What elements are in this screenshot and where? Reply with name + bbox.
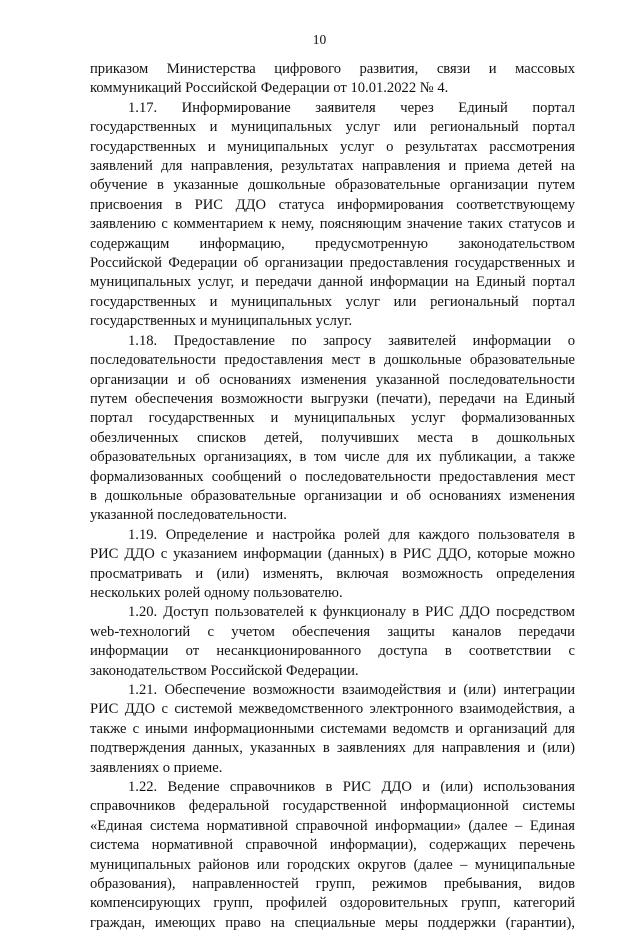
text-line: 1.21. Обеспечение возможности взаимодействия и (или) интеграции (128, 682, 575, 698)
text-line: компенсирующих групп, профилей оздоровительных групп, категорий (90, 895, 575, 912)
text-line: путем обеспечения возможности выгрузки (печати), передачи на Единый (90, 390, 575, 407)
text-line: государственных и муниципальных услуг. (90, 313, 353, 330)
text-line: 1.20. Доступ пользователей к функционалу в РИС ДДО посредством (128, 604, 575, 621)
text-line: РИС ДДО с указанием информации (данных) в РИС ДДО, которые можно (90, 546, 575, 563)
text-line: коммуникаций Российской Федерации от 10.01.2022 № 4. (90, 80, 449, 97)
text-line: система нормативной справочной информации), содержащих перечень (90, 837, 575, 854)
text-line: заявлению с комментарием к нему, поясняющим значение таких статусов и (90, 216, 575, 233)
text-line: просматривать и (или) изменять, включая возможность определения (90, 565, 575, 582)
text-line: муниципальных районов или городских округов (далее – муниципальные (90, 856, 575, 873)
paragraph-1-19 (90, 526, 575, 604)
text-line: государственных и муниципальных услуг или региональный портал (90, 119, 575, 136)
text-line: подтверждения данных, указанных в заявлениях для направления и (или) (90, 740, 575, 757)
text-line: муниципальных услуг, и передачи данной информации на Единый портал (90, 274, 575, 291)
paragraph-1-18 (90, 332, 575, 526)
text-line: 1.22. Ведение справочников в РИС ДДО и (или) использования (128, 779, 575, 796)
document-body (90, 60, 575, 933)
text-line: в дошкольные образовательные организации и об основаниях изменения (90, 487, 575, 504)
text-line: содержащим информацию, предусмотренную законодательством (90, 235, 575, 252)
text-line: РИС ДДО с системой межведомственного электронного взаимодействия, а (90, 701, 575, 718)
text-line: 1.19. Определение и настройка ролей для каждого пользователя в (128, 526, 575, 543)
text-line: образовательных организациях, в том числе для их публикации, а также (90, 449, 575, 466)
paragraph-1-17 (90, 99, 575, 332)
text-line: «Единая система нормативной справочной информации» (далее – Единая (90, 817, 575, 834)
text-line: заявлениях о приеме. (90, 759, 223, 776)
text-line: организации и об основаниях изменения указанной последовательности (90, 371, 575, 388)
text-line: обучение в указанные дошкольные образовательные организации путем (90, 177, 575, 194)
text-line: информации от несанкционированного доступа в соответствии с (90, 643, 575, 660)
paragraph-1-20 (90, 603, 575, 681)
text-line: Российской Федерации об организации предоставления государственных и (90, 255, 575, 272)
page-number: 10 (312, 32, 327, 47)
text-line: заявлений для направления, результатах направления и приема детей на (90, 158, 575, 175)
text-line: указанной последовательности. (90, 507, 287, 524)
text-line: нескольких ролей одному пользователю. (90, 584, 343, 601)
text-line: справочников федеральной государственной информационной системы (90, 798, 575, 815)
text-line: присвоения в РИС ДДО статуса информирования соответствующему (90, 196, 575, 213)
text-line: портал государственных и муниципальных услуг формализованных (90, 410, 575, 427)
text-line: государственных и муниципальных услуг о результатах рассмотрения (90, 138, 575, 155)
text-line: web-технологий с учетом обеспечения защиты каналов передачи (90, 623, 575, 640)
text-line: приказом Министерства цифрового развития, связи и массовых (90, 61, 575, 77)
text-line: государственных и муниципальных услуг или региональный портал (90, 293, 575, 310)
text-line: образования), направленностей групп, режимов пребывания, видов (90, 876, 575, 893)
text-line: 1.18. Предоставление по запросу заявителей информации о (128, 332, 575, 349)
text-line: 1.17. Информирование заявителя через Единый портал (128, 99, 575, 116)
paragraph-1-21 (90, 681, 575, 778)
text-line: формализованных сообщений о последовательности предоставления мест (90, 468, 575, 485)
paragraph-1-22 (90, 778, 575, 933)
text-line: также с иными информационными системами ведомств и организаций для (90, 720, 575, 737)
paragraph-continuation (90, 60, 575, 99)
text-line: законодательством Российской Федерации. (90, 662, 359, 679)
text-line: обезличенных списков детей, получивших места в дошкольных (90, 429, 575, 446)
text-line: последовательности предоставления мест в дошкольные образовательные (90, 352, 575, 369)
text-line: граждан, имеющих право на специальные меры поддержки (гарантии), (90, 914, 575, 931)
